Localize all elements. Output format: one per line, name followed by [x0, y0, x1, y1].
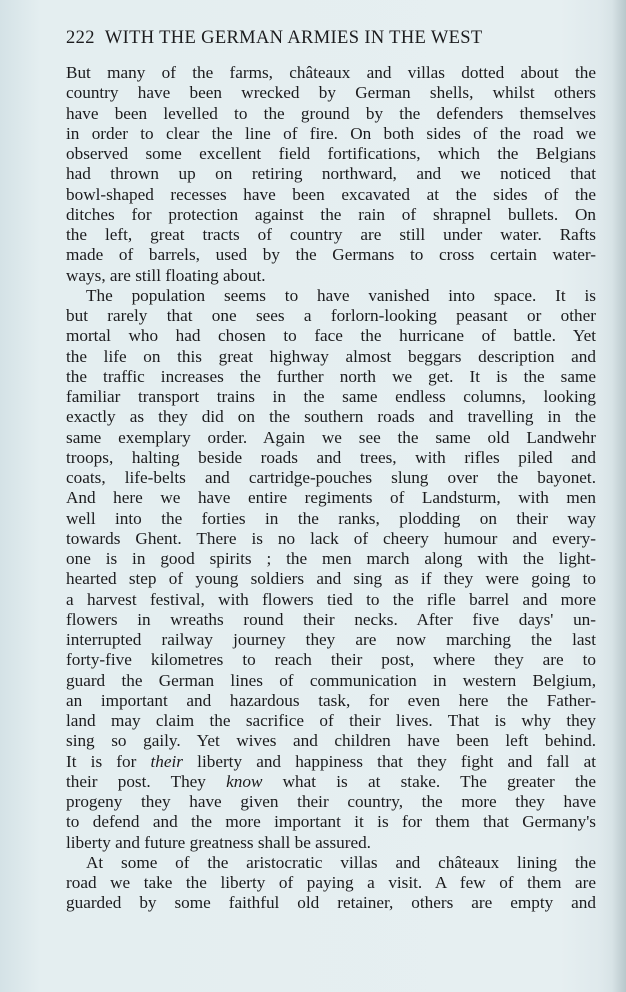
- text-line: a harvest festival, with flowers tied to the rifle barrel and more: [66, 589, 596, 609]
- emphasis-their: their: [150, 751, 183, 771]
- text-line: same exemplary order. Again we see the same old Landwehr: [66, 427, 596, 447]
- text-line: land may claim the sacrifice of their lives. That is why they: [66, 711, 596, 730]
- page-number: 222: [66, 28, 95, 48]
- text-line: the life on this great highway almost beggars description and: [66, 346, 596, 366]
- text-line: an important and hazardous task, for even here the Father-: [66, 690, 596, 710]
- text-line: in order to clear the line of fire. On both sides of the road we: [66, 123, 596, 143]
- text-line: but rarely that one sees a forlorn-looking peasant or other: [66, 306, 596, 325]
- text-line: liberty and future greatness shall be assured.: [66, 832, 371, 852]
- text-run: It is for: [66, 751, 151, 771]
- emphasis-know: know: [226, 771, 263, 791]
- text-line: exactly as they did on the southern roads and travelling in the: [66, 407, 596, 427]
- text-line: country have been wrecked by German shells, whilst others: [66, 83, 596, 103]
- text-line: hearted step of young soldiers and sing as if they were going to: [66, 569, 596, 589]
- text-line: progeny they have given their country, the more they have: [66, 792, 596, 811]
- text-line: sing so gaily. Yet wives and children have been left behind.: [66, 731, 596, 751]
- text-line: to defend and the more important it is for them that Germany's: [66, 812, 596, 832]
- running-header: [66, 28, 566, 52]
- text-line: And here we have entire regiments of Landsturm, with men: [66, 488, 596, 508]
- text-line: one is in good spirits ; the men march along with the light-: [66, 549, 596, 568]
- text-run: their post. They: [66, 771, 227, 791]
- text-line: The population seems to have vanished into space. It is: [86, 285, 596, 305]
- text-line: bowl-shaped recesses have been excavated at the sides of the: [66, 184, 596, 204]
- text-line: coats, life-belts and cartridge-pouches slung over the bayonet.: [66, 468, 596, 487]
- text-line: ways, are still floating about.: [66, 265, 266, 285]
- text-line: well into the forties in the ranks, plodding on their way: [66, 508, 596, 528]
- page-gutter-shadow: [612, 0, 626, 992]
- text-line: interrupted railway journey they are now marching the last: [66, 630, 596, 649]
- body-text: [66, 63, 596, 914]
- text-line: made of barrels, used by the Germans to cross certain water-: [66, 245, 596, 265]
- text-line: guard the German lines of communication in western Belgium,: [66, 670, 596, 690]
- text-line: [66, 772, 596, 792]
- text-line: ditches for protection against the rain of shrapnel bullets. On: [66, 204, 596, 224]
- text-line: had thrown up on retiring northward, and we noticed that: [66, 164, 596, 184]
- text-run: what is at stake. The greater the: [262, 771, 597, 791]
- text-line: forty-five kilometres to reach their post, where they are to: [66, 650, 596, 670]
- text-line: [66, 752, 596, 772]
- text-line: road we take the liberty of paying a visit. A few of them are: [66, 873, 596, 892]
- text-line: have been levelled to the ground by the defenders themselves: [66, 103, 596, 123]
- text-line: the traffic increases the further north we get. It is the same: [66, 366, 596, 386]
- text-line: guarded by some faithful old retainer, others are empty and: [66, 893, 596, 913]
- text-line: the left, great tracts of country are still under water. Rafts: [66, 225, 596, 244]
- text-line: But many of the farms, châteaux and villas dotted about the: [66, 63, 596, 82]
- text-line: At some of the aristocratic villas and châteaux lining the: [86, 852, 596, 872]
- text-line: observed some excellent field fortifications, which the Belgians: [66, 144, 596, 163]
- running-title: WITH THE GERMAN ARMIES IN THE WEST: [104, 28, 483, 48]
- text-line: troops, halting beside roads and trees, with rifles piled and: [66, 447, 596, 467]
- text-line: familiar transport trains in the same endless columns, looking: [66, 387, 596, 406]
- text-line: towards Ghent. There is no lack of cheery humour and every-: [66, 528, 596, 548]
- text-line: mortal who had chosen to face the hurricane of battle. Yet: [66, 326, 596, 346]
- text-run: liberty and happiness that they fight and fall at: [183, 751, 596, 771]
- text-line: flowers in wreaths round their necks. After five days' un-: [66, 609, 596, 629]
